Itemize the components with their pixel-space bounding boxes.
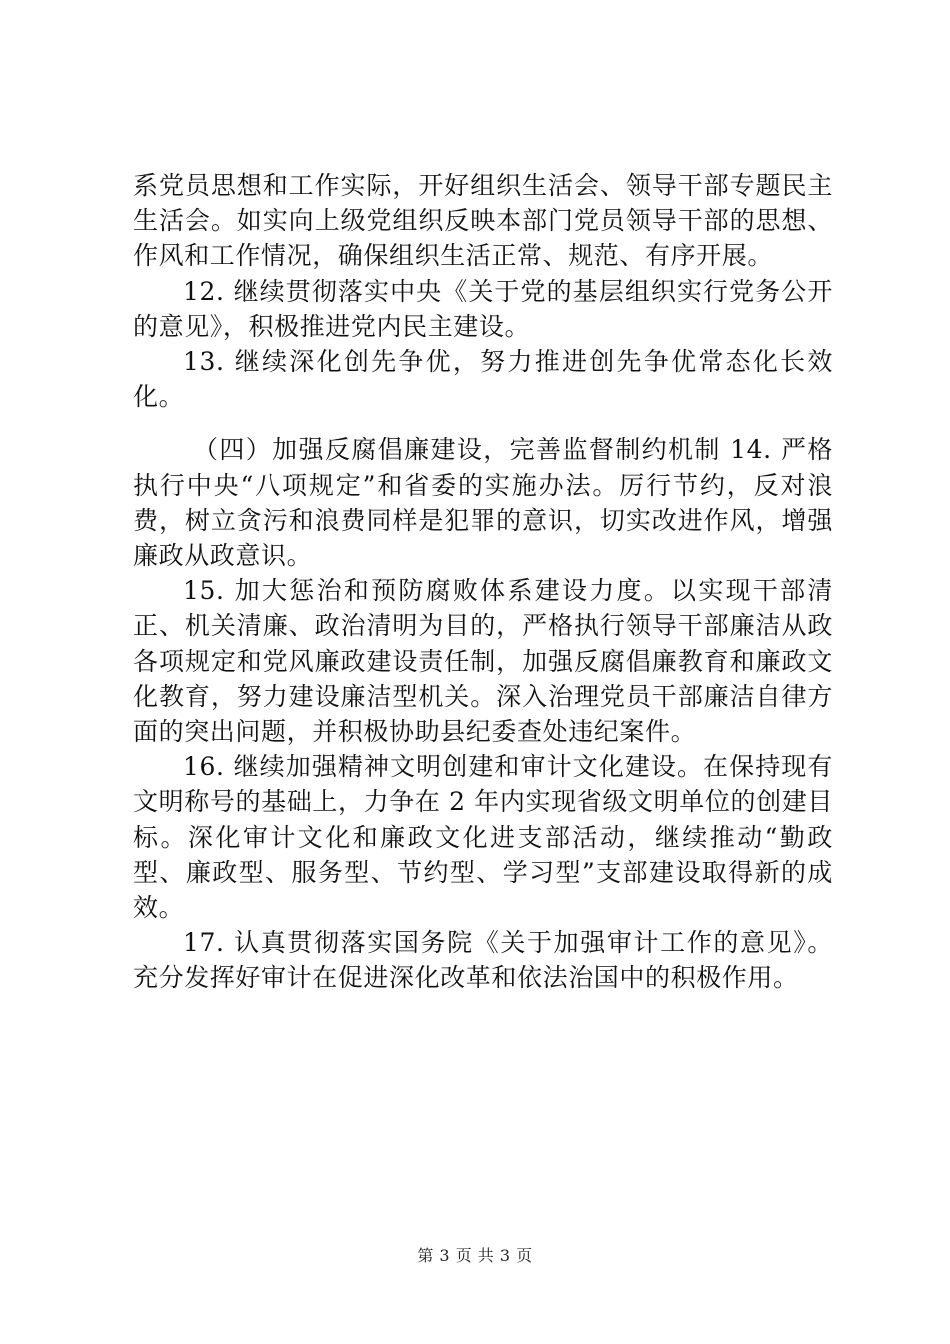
paragraph-item-17: 17. 认真贯彻落实国务院《关于加强审计工作的意见》。充分发挥好审计在促进深化改革和依法治国中的积极作用。: [133, 928, 833, 993]
paragraph-item-13: 13. 继续深化创先争优，努力推进创先争优常态化长效化。: [133, 347, 833, 412]
paragraph-section-4-item-14: （四）加强反腐倡廉建设，完善监督制约机制 14. 严格执行中央“八项规定”和省委的实施办法。厉行节约，反对浪费，树立贪污和浪费同样是犯罪的意识，切实改进作风，增强廉政从政意识。: [133, 435, 833, 571]
paragraph-item-12: 12. 继续贯彻落实中央《关于党的基层组织实行党务公开的意见》，积极推进党内民主建设。: [133, 276, 833, 341]
paragraph-item-15: 15. 加大惩治和预防腐败体系建设力度。以实现干部清正、机关清廉、政治清明为目的，严格执行领导干部廉洁从政各项规定和党风廉政建设责任制，加强反腐倡廉教育和廉政文化教育，努力建设廉洁型机关。深入治理党员干部廉洁自律方面的突出问题，并积极协助县纪委查处违纪案件。: [133, 576, 833, 747]
page-footer: 第 3 页 共 3 页: [417, 1246, 533, 1265]
document-body: [133, 168, 833, 996]
paragraph-item-16: 16. 继续加强精神文明创建和审计文化建设。在保持现有文明称号的基础上，力争在 2 年内实现省级文明单位的创建目标。深化审计文化和廉政文化进支部活动，继续推动“勤政型、廉政型、服务型、节约型、学习型”支部建设取得新的成效。: [133, 752, 833, 923]
paragraph-continuation: 系党员思想和工作实际，开好组织生活会、领导干部专题民主生活会。如实向上级党组织反映本部门党员领导干部的思想、作风和工作情况，确保组织生活正常、规范、有序开展。: [133, 171, 833, 271]
